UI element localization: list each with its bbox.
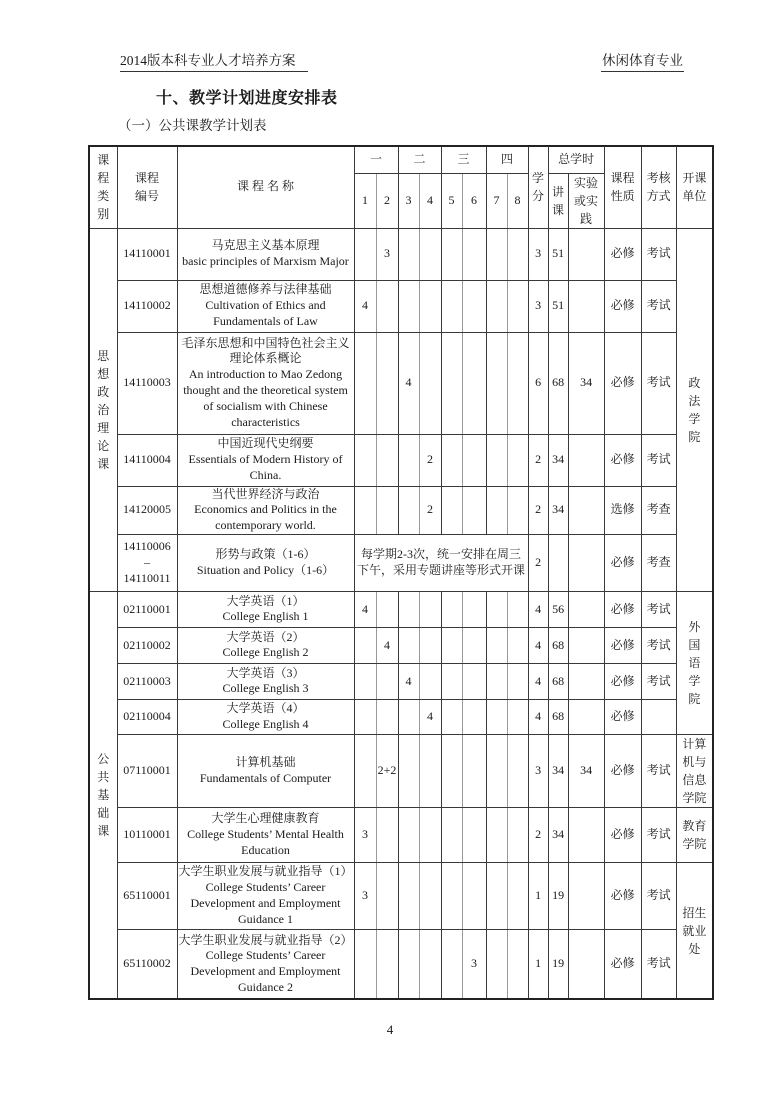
course-name-cell xyxy=(177,699,354,734)
semester-cell: 3 xyxy=(376,228,398,280)
course-name-en: College English 4 xyxy=(222,716,309,731)
course-name-zh: 当代世界经济与政治 xyxy=(211,486,320,501)
course-nature-cell: 必修 xyxy=(604,332,641,434)
credits-cell: 3 xyxy=(528,734,548,807)
semester-cell: 2 xyxy=(419,434,441,486)
semester-cell: 4 xyxy=(398,332,419,434)
semester-cell xyxy=(419,862,441,929)
course-nature-cell: 必修 xyxy=(604,627,641,663)
course-no-cell: 14120005 xyxy=(117,486,177,534)
course-row xyxy=(89,534,713,591)
semester-cell xyxy=(354,929,376,999)
course-row xyxy=(89,591,713,627)
course-row xyxy=(89,807,713,862)
semester-cell xyxy=(462,663,486,699)
header-year-1: 一 xyxy=(354,146,398,173)
course-row xyxy=(89,734,713,807)
semester-cell xyxy=(507,807,528,862)
course-no-cell: 14110001 xyxy=(117,228,177,280)
semester-cell xyxy=(354,486,376,534)
semester-cell xyxy=(462,807,486,862)
course-name-en: Economics and Politics in the contemporary world. xyxy=(194,502,337,533)
credits-cell: 3 xyxy=(528,280,548,332)
course-no-cell: 02110001 xyxy=(117,591,177,627)
semester-cell: 3 xyxy=(462,929,486,999)
course-no-line: 14110006 xyxy=(123,539,171,554)
semester-cell xyxy=(507,486,528,534)
semester-cell xyxy=(419,663,441,699)
semester-cell xyxy=(486,734,507,807)
header-course-name: 课 程 名 称 xyxy=(177,146,354,228)
header-sem-5: 5 xyxy=(441,173,462,228)
lecture-hours-cell: 34 xyxy=(548,486,568,534)
assessment-cell: 考试 xyxy=(641,734,676,807)
course-name-zh: 大学英语（2） xyxy=(226,629,305,644)
practice-hours-cell: 34 xyxy=(568,734,604,807)
unit-label: 外国语学院 xyxy=(688,619,701,706)
credits-cell: 1 xyxy=(528,929,548,999)
semester-cell xyxy=(486,591,507,627)
course-nature-cell: 必修 xyxy=(604,699,641,734)
course-name-en: Fundamentals of Computer xyxy=(199,770,332,785)
semester-cell xyxy=(462,228,486,280)
course-row xyxy=(89,280,713,332)
course-name-en: College Students’ Mental Health Education xyxy=(187,827,344,857)
running-header xyxy=(120,49,684,72)
semester-cell xyxy=(507,627,528,663)
course-name-zh: 中国近现代史纲要 xyxy=(217,436,314,451)
credits-cell: 4 xyxy=(528,591,548,627)
unit-cell xyxy=(676,807,713,862)
semester-cell xyxy=(507,332,528,434)
semester-cell xyxy=(507,434,528,486)
semester-cell xyxy=(441,486,462,534)
table-head xyxy=(89,146,713,228)
course-no-cell: 65110001 xyxy=(117,862,177,929)
course-name-en: basic principles of Marxism Major xyxy=(182,254,349,268)
category-label: 公共基础课 xyxy=(97,752,110,839)
course-no-line: 14110011 xyxy=(123,570,171,585)
unit-label: 招生就业处 xyxy=(682,905,707,956)
lecture-hours-cell: 68 xyxy=(548,627,568,663)
lecture-hours-cell: 68 xyxy=(548,663,568,699)
practice-hours-cell: 34 xyxy=(568,332,604,434)
semester-cell xyxy=(486,663,507,699)
course-name-cell xyxy=(177,534,354,591)
course-name-en: College Students’ Career Development and Employment Guidance 1 xyxy=(190,880,341,926)
course-no-cell: 65110002 xyxy=(117,929,177,999)
course-name-cell xyxy=(177,862,354,929)
semester-cell xyxy=(441,734,462,807)
semester-cell xyxy=(486,228,507,280)
semester-cell xyxy=(419,929,441,999)
course-no-cell: 14110003 xyxy=(117,332,177,434)
header-year-3: 三 xyxy=(441,146,486,173)
semester-cell xyxy=(398,228,419,280)
course-no-cell: 10110001 xyxy=(117,807,177,862)
semester-cell xyxy=(486,929,507,999)
semester-cell xyxy=(398,734,419,807)
semester-cell xyxy=(419,228,441,280)
practice-hours-cell xyxy=(568,486,604,534)
semester-cell xyxy=(398,591,419,627)
credits-cell: 3 xyxy=(528,228,548,280)
semester-cell xyxy=(354,663,376,699)
header-sem-1: 1 xyxy=(354,173,376,228)
practice-hours-cell xyxy=(568,807,604,862)
semester-cell xyxy=(354,434,376,486)
table-body xyxy=(89,228,713,999)
semester-cell xyxy=(507,929,528,999)
course-name-cell xyxy=(177,663,354,699)
assessment-cell: 考试 xyxy=(641,929,676,999)
unit-label: 计算机与信息学院 xyxy=(682,736,707,805)
semester-cell xyxy=(507,862,528,929)
semester-cell xyxy=(398,807,419,862)
unit-cell xyxy=(676,734,713,807)
semester-cell: 2 xyxy=(419,486,441,534)
semester-cell xyxy=(462,434,486,486)
section-subtitle: （一）公共课教学计划表 xyxy=(118,118,267,133)
course-row xyxy=(89,699,713,734)
header-year-2: 二 xyxy=(398,146,441,173)
course-name-en: College English 2 xyxy=(222,645,309,660)
practice-hours-cell xyxy=(568,627,604,663)
course-row xyxy=(89,862,713,929)
header-practice-hours: 实验或实践 xyxy=(568,173,604,228)
semester-cell xyxy=(486,332,507,434)
course-name-en: An introduction to Mao Zedong thought and the theoretical system of socialism with Chinese characteristics xyxy=(183,367,348,429)
semester-cell xyxy=(462,280,486,332)
semester-cell xyxy=(376,591,398,627)
header-category: 课程类别 xyxy=(89,146,117,228)
semester-cell xyxy=(486,699,507,734)
unit-label: 政法学院 xyxy=(688,375,701,444)
credits-cell: 4 xyxy=(528,627,548,663)
assessment-cell: 考试 xyxy=(641,807,676,862)
semester-cell xyxy=(419,627,441,663)
course-name-cell xyxy=(177,332,354,434)
semester-cell xyxy=(376,663,398,699)
course-nature-cell: 必修 xyxy=(604,228,641,280)
course-nature-cell: 必修 xyxy=(604,929,641,999)
course-name-en: College English 1 xyxy=(222,609,309,624)
semester-cell xyxy=(419,280,441,332)
semester-cell xyxy=(419,591,441,627)
semester-cell xyxy=(441,280,462,332)
semester-cell xyxy=(486,862,507,929)
lecture-hours-cell: 34 xyxy=(548,434,568,486)
course-name-zh: 大学英语（3） xyxy=(226,665,305,680)
semester-cell xyxy=(398,434,419,486)
semester-cell xyxy=(486,627,507,663)
semester-cell xyxy=(441,807,462,862)
practice-hours-cell xyxy=(568,591,604,627)
semester-cell xyxy=(507,699,528,734)
semester-cell xyxy=(376,280,398,332)
course-name-cell xyxy=(177,591,354,627)
semester-cell: 4 xyxy=(376,627,398,663)
semester-cell xyxy=(376,332,398,434)
practice-hours-cell xyxy=(568,862,604,929)
course-nature-cell: 必修 xyxy=(604,663,641,699)
semester-cell xyxy=(462,627,486,663)
teaching-plan-table xyxy=(88,145,714,1000)
course-name-zh: 大学英语（1） xyxy=(226,593,305,608)
semester-cell xyxy=(441,332,462,434)
unit-label: 教育学院 xyxy=(682,818,707,851)
assessment-cell: 考试 xyxy=(641,332,676,434)
semester-cell xyxy=(398,627,419,663)
course-row xyxy=(89,663,713,699)
page-number: 4 xyxy=(386,1022,394,1037)
header-sem-8: 8 xyxy=(507,173,528,228)
course-name-zh: 形势与政策（1-6） xyxy=(215,547,316,562)
course-name-zh: 计算机基础 xyxy=(235,755,296,770)
semester-cell xyxy=(441,627,462,663)
assessment-cell: 考查 xyxy=(641,534,676,591)
practice-hours-cell xyxy=(568,663,604,699)
lecture-hours-cell: 51 xyxy=(548,228,568,280)
lecture-hours-cell: 19 xyxy=(548,862,568,929)
semester-cell: 4 xyxy=(398,663,419,699)
semester-cell xyxy=(441,228,462,280)
unit-cell xyxy=(676,862,713,999)
semester-cell xyxy=(441,663,462,699)
practice-hours-cell xyxy=(568,929,604,999)
course-no-cell: 14110004 xyxy=(117,434,177,486)
semester-cell: 4 xyxy=(354,280,376,332)
semester-cell xyxy=(462,591,486,627)
lecture-hours-cell: 34 xyxy=(548,734,568,807)
header-sem-3: 3 xyxy=(398,173,419,228)
course-name-cell xyxy=(177,807,354,862)
semester-cell xyxy=(419,807,441,862)
header-year-4: 四 xyxy=(486,146,528,173)
lecture-hours-cell: 68 xyxy=(548,699,568,734)
course-nature-cell: 选修 xyxy=(604,486,641,534)
semester-cell xyxy=(462,486,486,534)
semester-cell: 2+2 xyxy=(376,734,398,807)
semester-cell xyxy=(376,699,398,734)
category-cell xyxy=(89,228,117,591)
course-nature-cell: 必修 xyxy=(604,434,641,486)
semester-cell xyxy=(507,591,528,627)
credits-cell: 6 xyxy=(528,332,548,434)
semester-cell xyxy=(441,862,462,929)
assessment-cell: 考试 xyxy=(641,434,676,486)
course-row xyxy=(89,228,713,280)
header-sem-2: 2 xyxy=(376,173,398,228)
course-no-line: – xyxy=(144,555,150,570)
practice-hours-cell xyxy=(568,699,604,734)
semester-cell xyxy=(441,591,462,627)
course-row xyxy=(89,627,713,663)
lecture-hours-cell: 68 xyxy=(548,332,568,434)
course-no-cell xyxy=(117,534,177,591)
semester-cell xyxy=(507,734,528,807)
assessment-cell: 考试 xyxy=(641,627,676,663)
header-row-years xyxy=(89,146,713,173)
header-credits: 学分 xyxy=(528,146,548,228)
practice-hours-cell xyxy=(568,534,604,591)
course-name-zh: 马克思主义基本原理 xyxy=(211,238,320,253)
assessment-cell: 考试 xyxy=(641,591,676,627)
course-name-zh: 大学英语（4） xyxy=(226,701,305,716)
semester-note-cell: 每学期2-3次，统一安排在周三下午，采用专题讲座等形式开课 xyxy=(354,534,528,591)
assessment-cell: 考试 xyxy=(641,862,676,929)
assessment-cell: 考查 xyxy=(641,486,676,534)
semester-cell xyxy=(398,486,419,534)
course-nature-cell: 必修 xyxy=(604,807,641,862)
credits-cell: 1 xyxy=(528,862,548,929)
course-name-zh: 毛泽东思想和中国特色社会主义理论体系概论 xyxy=(181,335,350,366)
semester-cell xyxy=(462,734,486,807)
course-name-en: College English 3 xyxy=(222,681,309,696)
semester-cell: 4 xyxy=(354,591,376,627)
credits-cell: 4 xyxy=(528,699,548,734)
category-label: 思想政治理论课 xyxy=(97,348,110,471)
assessment-cell: 考试 xyxy=(641,228,676,280)
semester-cell xyxy=(462,332,486,434)
course-no-cell: 02110003 xyxy=(117,663,177,699)
course-nature-cell: 必修 xyxy=(604,862,641,929)
course-name-en: Situation and Policy（1-6） xyxy=(196,562,335,577)
course-row xyxy=(89,332,713,434)
course-name-cell xyxy=(177,486,354,534)
course-name-zh: 思想道德修养与法律基础 xyxy=(199,282,332,297)
course-nature-cell: 必修 xyxy=(604,534,641,591)
semester-cell xyxy=(398,699,419,734)
course-row xyxy=(89,929,713,999)
unit-cell xyxy=(676,591,713,734)
course-nature-cell: 必修 xyxy=(604,591,641,627)
semester-cell xyxy=(507,228,528,280)
credits-cell: 2 xyxy=(528,807,548,862)
course-no-cell: 14110002 xyxy=(117,280,177,332)
practice-hours-cell xyxy=(568,434,604,486)
course-name-cell xyxy=(177,228,354,280)
semester-cell xyxy=(462,699,486,734)
course-no-cell: 02110002 xyxy=(117,627,177,663)
course-name-cell xyxy=(177,280,354,332)
category-cell xyxy=(89,591,117,999)
course-name-zh: 大学生心理健康教育 xyxy=(211,811,320,826)
header-sem-6: 6 xyxy=(462,173,486,228)
semester-cell xyxy=(398,929,419,999)
semester-cell: 3 xyxy=(354,807,376,862)
semester-cell xyxy=(398,862,419,929)
lecture-hours-cell: 19 xyxy=(548,929,568,999)
header-left-text: 2014版本科专业人才培养方案 xyxy=(120,49,308,72)
course-no-cell: 07110001 xyxy=(117,734,177,807)
semester-cell xyxy=(486,280,507,332)
unit-cell xyxy=(676,228,713,591)
lecture-hours-cell: 34 xyxy=(548,807,568,862)
semester-cell xyxy=(441,434,462,486)
header-unit: 开课单位 xyxy=(676,146,713,228)
section-title: 十、教学计划进度安排表 xyxy=(156,90,338,107)
header-course-no: 课程编号 xyxy=(117,146,177,228)
semester-cell xyxy=(441,929,462,999)
semester-cell xyxy=(376,929,398,999)
semester-cell xyxy=(354,699,376,734)
course-nature-cell: 必修 xyxy=(604,734,641,807)
semester-cell xyxy=(376,862,398,929)
semester-cell xyxy=(486,486,507,534)
assessment-cell: 考试 xyxy=(641,280,676,332)
header-sem-7: 7 xyxy=(486,173,507,228)
course-nature-cell: 必修 xyxy=(604,280,641,332)
credits-cell: 2 xyxy=(528,486,548,534)
semester-cell xyxy=(507,280,528,332)
credits-cell: 4 xyxy=(528,663,548,699)
semester-cell xyxy=(354,332,376,434)
course-row xyxy=(89,486,713,534)
course-name-cell xyxy=(177,734,354,807)
assessment-cell xyxy=(641,699,676,734)
semester-cell xyxy=(486,434,507,486)
semester-cell: 4 xyxy=(419,699,441,734)
semester-cell xyxy=(376,486,398,534)
course-name-en: Cultivation of Ethics and Fundamentals of Law xyxy=(205,298,326,328)
header-assessment: 考核方式 xyxy=(641,146,676,228)
semester-cell xyxy=(441,699,462,734)
lecture-hours-cell: 56 xyxy=(548,591,568,627)
course-name-en: Essentials of Modern History of China. xyxy=(188,452,343,482)
course-no-cell: 02110004 xyxy=(117,699,177,734)
assessment-cell: 考试 xyxy=(641,663,676,699)
credits-cell: 2 xyxy=(528,534,548,591)
semester-cell xyxy=(419,332,441,434)
header-sem-4: 4 xyxy=(419,173,441,228)
semester-cell xyxy=(486,807,507,862)
course-name-cell xyxy=(177,434,354,486)
lecture-hours-cell: 51 xyxy=(548,280,568,332)
header-lecture-hours: 讲课 xyxy=(548,173,568,228)
header-total-hours: 总学时 xyxy=(548,146,604,173)
course-name-cell xyxy=(177,929,354,999)
header-right-text: 休闲体育专业 xyxy=(601,49,684,72)
semester-cell xyxy=(419,734,441,807)
semester-cell xyxy=(354,734,376,807)
credits-cell: 2 xyxy=(528,434,548,486)
semester-cell xyxy=(354,627,376,663)
course-name-en: College Students’ Career Development and Employment Guidance 2 xyxy=(190,948,341,995)
header-course-nature: 课程性质 xyxy=(604,146,641,228)
semester-cell xyxy=(462,862,486,929)
practice-hours-cell xyxy=(568,280,604,332)
semester-cell xyxy=(398,280,419,332)
course-name-zh: 大学生职业发展与就业指导（2） xyxy=(178,932,353,947)
practice-hours-cell xyxy=(568,228,604,280)
course-row xyxy=(89,434,713,486)
course-name-zh: 大学生职业发展与就业指导（1） xyxy=(178,864,353,879)
semester-cell xyxy=(507,663,528,699)
semester-cell xyxy=(354,228,376,280)
semester-cell xyxy=(376,434,398,486)
lecture-hours-cell xyxy=(548,534,568,591)
semester-cell: 3 xyxy=(354,862,376,929)
course-name-cell xyxy=(177,627,354,663)
semester-cell xyxy=(376,807,398,862)
